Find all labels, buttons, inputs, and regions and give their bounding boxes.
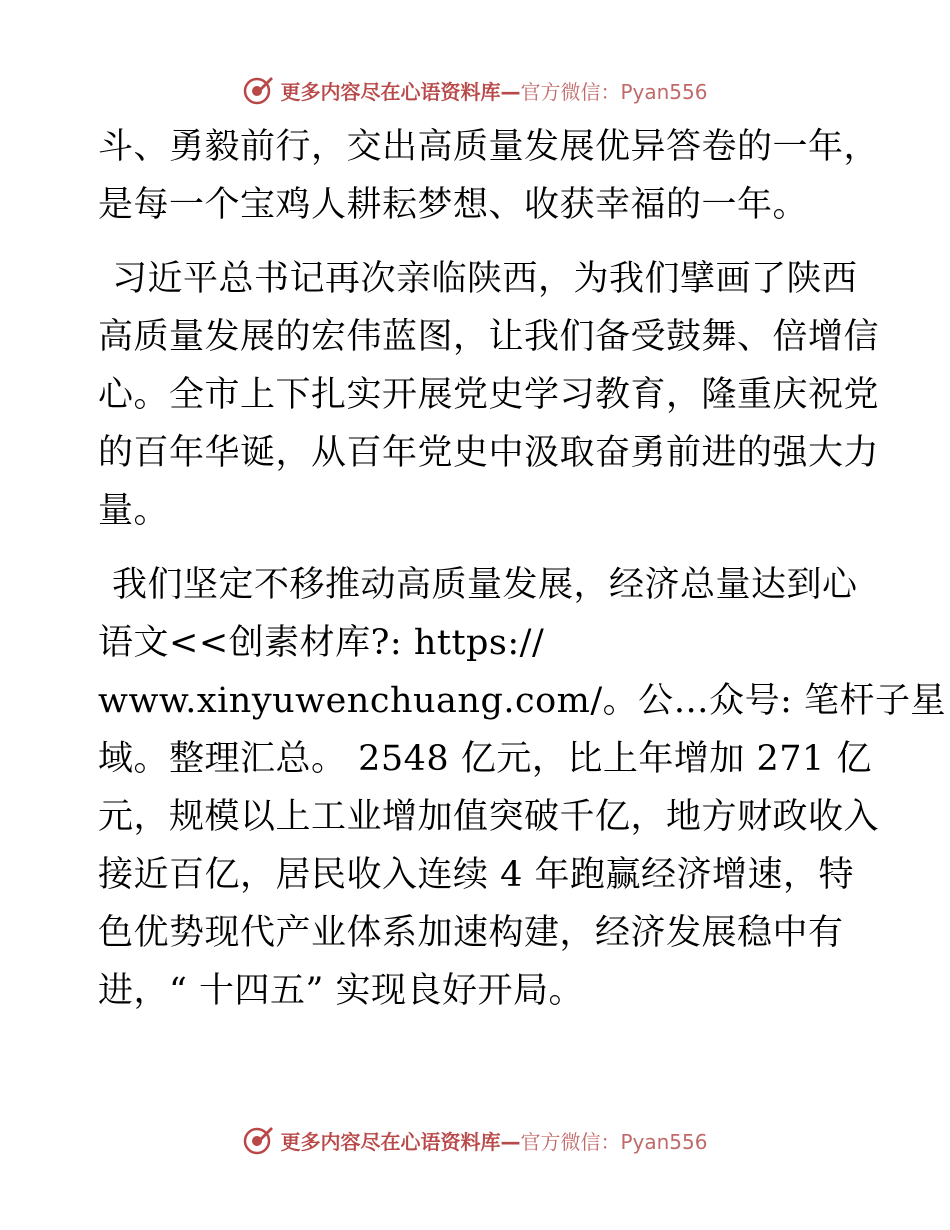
banner-text: 更多内容尽在心语资料库—官方微信：Pyan556	[280, 79, 708, 104]
banner-text: 更多内容尽在心语资料库—官方微信：Pyan556	[280, 1129, 708, 1154]
text-line: 接近百亿，居民收入连续 4 年跑赢经济增速，特	[98, 855, 855, 895]
text-line: 语文<<创素材库?: https://	[98, 623, 545, 663]
pen-logo-icon	[242, 1124, 274, 1156]
paragraph	[98, 556, 947, 1020]
text-line: 进，“ 十四五” 实现良好开局。	[98, 971, 585, 1011]
text-line: 元，规模以上工业增加值突破千亿，地方财政收入	[98, 797, 880, 837]
text-line: 习近平总书记再次亲临陕西，为我们擘画了陕西	[112, 259, 858, 299]
text-line: 域。整理汇总。 2548 亿元，比上年增加 271 亿	[98, 739, 872, 779]
text-line: 我们坚定不移推动高质量发展，经济总量达到心	[112, 565, 858, 605]
text-line: 色优势现代产业体系加速构建，经济发展稳中有	[98, 913, 844, 953]
text-line: 斗、勇毅前行，交出高质量发展优异答卷的一年，	[98, 127, 880, 167]
pen-logo-icon	[242, 74, 274, 106]
text-line: 是每一个宝鸡人耕耘梦想、收获幸福的一年。	[98, 185, 809, 225]
text-line: www.xinyuwenchuang.com/。公…众号: 笔杆子星	[98, 681, 947, 721]
text-line: 的百年华诞，从百年党史中汲取奋勇前进的强大力	[98, 433, 880, 473]
text-line: 高质量发展的宏伟蓝图，让我们备受鼓舞、倍增信	[98, 317, 880, 357]
text-line: 量。	[98, 491, 170, 531]
paragraph	[98, 118, 880, 234]
text-line: 心。全市上下扎实开展党史学习教育，隆重庆祝党	[98, 375, 880, 415]
footer-banner	[0, 1120, 950, 1160]
document-body	[98, 118, 947, 1020]
header-banner	[0, 70, 950, 110]
paragraph	[98, 250, 880, 540]
